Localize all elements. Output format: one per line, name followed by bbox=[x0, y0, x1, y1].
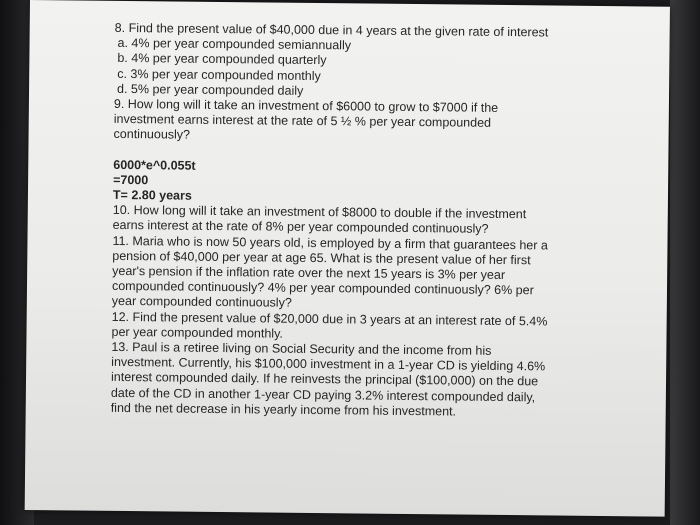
question-9-line-2: investment earns interest at the rate of 5 ½ % per year compounded bbox=[113, 112, 492, 131]
answer-equation-right: =7000 bbox=[113, 172, 149, 188]
question-8-part-d: d. 5% per year compounded daily bbox=[117, 81, 304, 98]
question-13-line-5: find the net decrease in his yearly income from his investment. bbox=[110, 400, 457, 419]
problem-text bbox=[111, 21, 595, 421]
question-9-line-3: continuously? bbox=[113, 127, 191, 143]
question-12-line-1: 12. Find the present value of $20,000 due in 3 years at an interest rate of 5.4% bbox=[111, 309, 548, 329]
question-9-line-1: 9. How long will it take an investment of $6000 to grow to $7000 if the bbox=[113, 96, 499, 115]
question-12-line-2: per year compounded monthly. bbox=[111, 324, 284, 341]
answer-equation-left: 6000*e^0.055t bbox=[113, 157, 196, 173]
question-8: 8. Find the present value of $40,000 due in 4 years at the given rate of interest bbox=[114, 20, 549, 40]
question-8-part-a: a. 4% per year compounded semiannually bbox=[117, 36, 352, 53]
question-13-line-1: 13. Paul is a retiree living on Social Security and the income from his bbox=[111, 339, 492, 358]
question-11-line-1: 11. Maria who is now 50 years old, is employed by a firm that guarantees her a bbox=[112, 233, 548, 253]
background-right-edge bbox=[670, 0, 700, 525]
question-10-line-1: 10. How long will it take an investment of $8000 to double if the investment bbox=[112, 203, 527, 222]
answer-result: T= 2.80 years bbox=[112, 187, 192, 203]
question-11-line-4: compounded continuously? 4% per year compounded continuously? 6% per bbox=[111, 279, 534, 298]
question-11-line-5: year compounded continuously? bbox=[111, 294, 292, 311]
question-11-line-2: pension of $40,000 per year at age 65. What is the present value of her first bbox=[112, 248, 531, 268]
question-8-part-c: c. 3% per year compounded monthly bbox=[117, 66, 321, 83]
question-13-line-2: investment. Currently, his $100,000 investment in a 1-year CD is yielding 4.6% bbox=[111, 355, 546, 374]
question-8-part-b: b. 4% per year compounded quarterly bbox=[117, 51, 327, 68]
question-10-line-2: earns interest at the rate of 8% per year compounded continuously? bbox=[112, 218, 489, 237]
question-13-line-3: interest compounded daily. If he reinvests the principal ($100,000) on the due bbox=[110, 370, 539, 389]
question-11-line-3: year's pension if the inflation rate over the next 15 years is 3% per year bbox=[112, 263, 506, 283]
paper-sheet bbox=[25, 0, 670, 517]
question-13-line-4: date of the CD in another 1-year CD paying 3.2% interest compounded daily, bbox=[110, 385, 536, 404]
